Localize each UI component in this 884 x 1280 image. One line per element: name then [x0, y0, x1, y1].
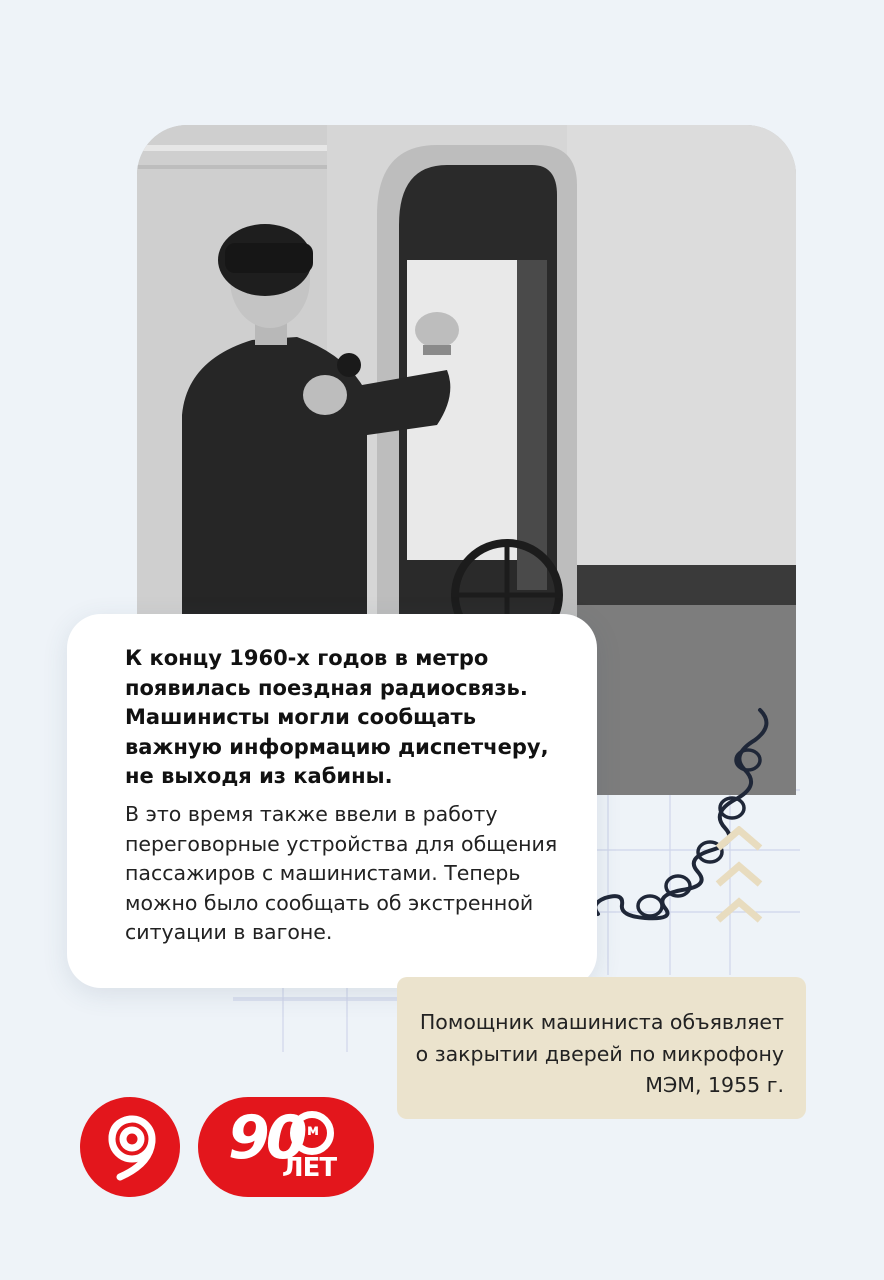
metro-logo-icon [80, 1097, 180, 1197]
anniversary-number: 90 [228, 1103, 304, 1173]
info-card [67, 614, 597, 988]
anniversary-90-logo-icon [198, 1097, 374, 1197]
card-body: В это время также ввели в работу переговорные устройства для общения пассажиров с машинистами. Теперь можно было сообщать об экстренной ситуации в вагоне. [125, 802, 558, 944]
anniversary-word: ЛЕТ [282, 1153, 337, 1183]
photo-caption [397, 977, 806, 1119]
caption-text: Помощник машиниста объявляет о закрытии дверей по микрофону МЭМ, 1955 г. [415, 1010, 784, 1097]
card-heading: К концу 1960-х годов в метро появилась поездная радиосвязь. Машинисты могли сообщать важную информацию диспетчеру, не выходя из кабины. [125, 646, 549, 788]
chevron-up-icon [712, 826, 766, 938]
anniversary-letter: м [306, 1121, 320, 1139]
